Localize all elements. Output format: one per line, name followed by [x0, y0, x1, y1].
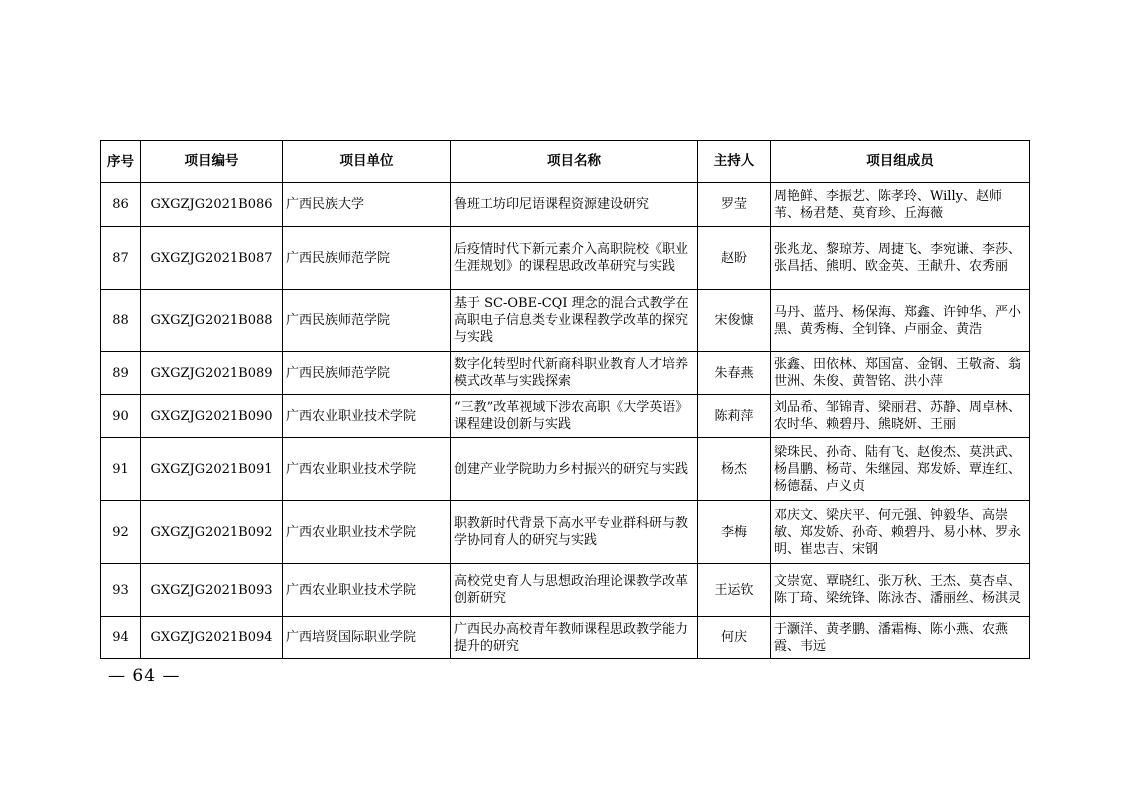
cell-seq: 92	[101, 501, 141, 564]
cell-seq: 87	[101, 227, 141, 290]
cell-seq: 89	[101, 352, 141, 395]
cell-unit: 广西民族大学	[283, 183, 451, 227]
cell-code: GXGZJG2021B088	[141, 290, 283, 352]
cell-unit: 广西培贤国际职业学院	[283, 617, 451, 659]
table-row	[101, 501, 1030, 564]
cell-members: 张兆龙、黎琼芳、周捷飞、李宛谦、李莎、张昌括、熊明、欧金英、王献升、农秀丽	[771, 227, 1030, 290]
header-host: 主持人	[698, 141, 771, 183]
table-row	[101, 227, 1030, 290]
cell-name: 鲁班工坊印尼语课程资源建设研究	[451, 183, 698, 227]
cell-host: 宋俊慷	[698, 290, 771, 352]
cell-unit: 广西农业职业技术学院	[283, 564, 451, 617]
cell-members: 梁珠民、孙奇、陆有飞、赵俊杰、莫洪武、杨昌鹏、杨苛、朱继园、郑发娇、覃连红、杨德磊、卢义贞	[771, 438, 1030, 501]
cell-seq: 88	[101, 290, 141, 352]
cell-name: 基于 SC-OBE-CQI 理念的混合式教学在高职电子信息类专业课程教学改革的探究与实践	[451, 290, 698, 352]
table-row	[101, 395, 1030, 438]
cell-name: 数字化转型时代新商科职业教育人才培养模式改革与实践探索	[451, 352, 698, 395]
cell-unit: 广西农业职业技术学院	[283, 501, 451, 564]
cell-name: 高校党史育人与思想政治理论课教学改革创新研究	[451, 564, 698, 617]
cell-name: 职教新时代背景下高水平专业群科研与教学协同育人的研究与实践	[451, 501, 698, 564]
cell-name: 广西民办高校青年教师课程思政教学能力提升的研究	[451, 617, 698, 659]
table-row	[101, 564, 1030, 617]
table-row	[101, 183, 1030, 227]
cell-members: 文崇宽、覃晓红、张万秋、王杰、莫杏卓、陈丁琦、梁统锋、陈泳杏、潘丽丝、杨淇灵	[771, 564, 1030, 617]
page-number: — 64 —	[108, 666, 181, 686]
cell-seq: 86	[101, 183, 141, 227]
cell-code: GXGZJG2021B094	[141, 617, 283, 659]
table-row	[101, 352, 1030, 395]
header-unit: 项目单位	[283, 141, 451, 183]
cell-host: 罗莹	[698, 183, 771, 227]
cell-host: 朱春燕	[698, 352, 771, 395]
table-row	[101, 617, 1030, 659]
header-code: 项目编号	[141, 141, 283, 183]
project-table	[100, 140, 1030, 659]
cell-code: GXGZJG2021B093	[141, 564, 283, 617]
cell-members: 张鑫、田依林、郑国富、金钢、王敬斋、翁世洲、朱俊、黄智铭、洪小萍	[771, 352, 1030, 395]
cell-name: 创建产业学院助力乡村振兴的研究与实践	[451, 438, 698, 501]
cell-code: GXGZJG2021B090	[141, 395, 283, 438]
cell-members: 马丹、蓝丹、杨保海、郑鑫、许钟华、严小黑、黄秀梅、全钊锋、卢丽金、黄浩	[771, 290, 1030, 352]
cell-seq: 90	[101, 395, 141, 438]
cell-code: GXGZJG2021B089	[141, 352, 283, 395]
cell-code: GXGZJG2021B087	[141, 227, 283, 290]
cell-name: 后疫情时代下新元素介入高职院校《职业生涯规划》的课程思政改革研究与实践	[451, 227, 698, 290]
cell-host: 陈莉萍	[698, 395, 771, 438]
cell-code: GXGZJG2021B086	[141, 183, 283, 227]
cell-members: 刘品希、邹锦青、梁丽君、苏静、周卓林、农时华、赖碧丹、熊晓妍、王丽	[771, 395, 1030, 438]
cell-seq: 91	[101, 438, 141, 501]
cell-members: 周艳鲜、李振艺、陈孝玲、Willy、赵师苇、杨君楚、莫育珍、丘海薇	[771, 183, 1030, 227]
cell-code: GXGZJG2021B092	[141, 501, 283, 564]
cell-code: GXGZJG2021B091	[141, 438, 283, 501]
header-name: 项目名称	[451, 141, 698, 183]
cell-unit: 广西民族师范学院	[283, 227, 451, 290]
table-row	[101, 290, 1030, 352]
cell-members: 邓庆文、梁庆平、何元强、钟毅华、高崇敏、郑发娇、孙奇、赖碧丹、易小林、罗永明、崔忠吉、宋钢	[771, 501, 1030, 564]
header-seq: 序号	[101, 141, 141, 183]
cell-unit: 广西农业职业技术学院	[283, 438, 451, 501]
cell-unit: 广西民族师范学院	[283, 290, 451, 352]
table-header-row	[101, 141, 1030, 183]
cell-name: “三教”改革视域下涉农高职《大学英语》课程建设创新与实践	[451, 395, 698, 438]
cell-unit: 广西农业职业技术学院	[283, 395, 451, 438]
cell-host: 杨杰	[698, 438, 771, 501]
cell-members: 于灏洋、黄孝鹏、潘霜梅、陈小燕、农燕霞、韦远	[771, 617, 1030, 659]
cell-host: 李梅	[698, 501, 771, 564]
header-members: 项目组成员	[771, 141, 1030, 183]
cell-seq: 93	[101, 564, 141, 617]
cell-host: 王运钦	[698, 564, 771, 617]
cell-host: 何庆	[698, 617, 771, 659]
table-row	[101, 438, 1030, 501]
cell-seq: 94	[101, 617, 141, 659]
cell-host: 赵盼	[698, 227, 771, 290]
cell-unit: 广西民族师范学院	[283, 352, 451, 395]
